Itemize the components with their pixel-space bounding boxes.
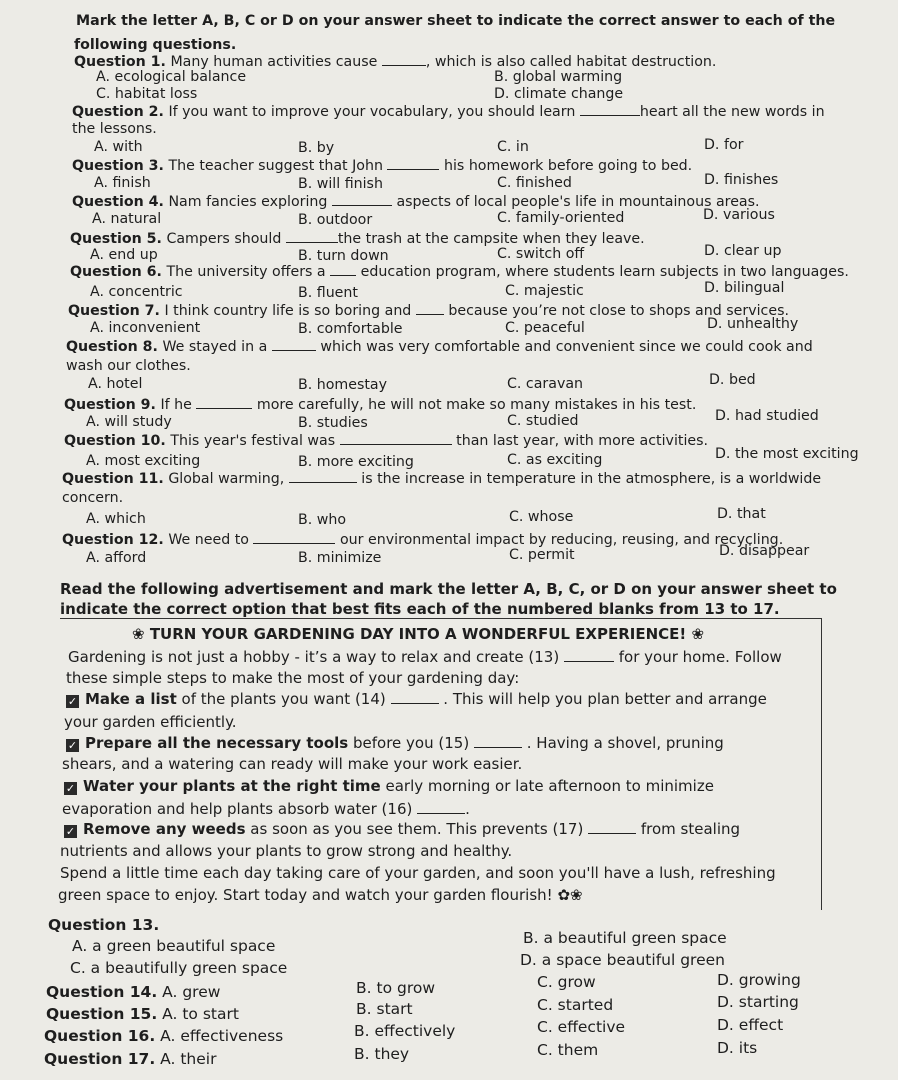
question-7: Question 7. I think country life is so boring and because you’re not close to shops and services. — [68, 303, 789, 319]
q4-option-a: A. natural — [92, 211, 162, 227]
q17-option-c: C. them — [537, 1041, 599, 1059]
blank-13 — [564, 649, 614, 662]
blank — [340, 432, 452, 445]
q13-option-b: B. a beautiful green space — [523, 929, 727, 947]
q12-option-a: A. afford — [86, 550, 147, 566]
q9-option-c: C. studied — [507, 413, 579, 429]
q16-option-c: C. effective — [537, 1018, 626, 1036]
q12-option-b: B. minimize — [298, 550, 382, 566]
q7-option-d: D. unhealthy — [707, 316, 799, 332]
instruction-line-2: following questions. — [74, 37, 237, 53]
q10-option-c: C. as exciting — [507, 452, 603, 468]
ad-step-4-cont: nutrients and allows your plants to grow strong and healthy. — [60, 842, 513, 860]
q5-option-d: D. clear up — [704, 243, 782, 259]
q2-option-c: C. in — [497, 139, 529, 155]
ad-paragraph-2: Spend a little time each day taking care of your garden, and soon you'll have a lush, refreshing — [60, 864, 776, 882]
q16-option-b: B. effectively — [354, 1022, 456, 1040]
question-11-cont: concern. — [62, 490, 124, 506]
q11-option-d: D. that — [717, 506, 766, 522]
q6-option-d: D. bilingual — [704, 280, 785, 296]
q13-option-c: C. a beautifully green space — [70, 959, 288, 977]
q9-option-a: A. will study — [86, 414, 172, 430]
blank-14 — [391, 691, 439, 704]
q9-option-b: B. studies — [298, 415, 368, 431]
q1-option-c: C. habitat loss — [96, 86, 198, 102]
q15-option-d: D. starting — [717, 993, 799, 1011]
q1-option-a: A. ecological balance — [96, 69, 247, 85]
question-14: Question 14. A. grew — [46, 983, 221, 1001]
blank — [387, 157, 439, 170]
checkmark-icon: ✓ — [67, 739, 78, 752]
q15-option-c: C. started — [537, 996, 614, 1014]
question-4: Question 4. Nam fancies exploring aspects of local people's life in mountainous areas. — [72, 194, 760, 210]
q17-option-d: D. its — [717, 1039, 758, 1057]
q14-option-c: C. grow — [537, 973, 596, 991]
blank — [253, 531, 335, 544]
question-5: Question 5. Campers should the trash at the campsite when they leave. — [70, 231, 645, 247]
question-12: Question 12. We need to our environmental impact by reducing, reusing, and recycling. — [62, 532, 784, 548]
question-9: Question 9. If he more carefully, he will not make so many mistakes in his test. — [64, 397, 697, 413]
blank — [289, 470, 357, 483]
checkmark-icon: ✓ — [65, 782, 76, 795]
ad-title: ❀ TURN YOUR GARDENING DAY INTO A WONDERFUL EXPERIENCE! ❀ — [132, 625, 705, 643]
reading-instruction-1: Read the following advertisement and mark the letter A, B, C, or D on your answer sheet to — [60, 580, 837, 598]
blank — [272, 338, 316, 351]
q4-option-c: C. family-oriented — [497, 210, 625, 226]
question-3: Question 3. The teacher suggest that John his homework before going to bed. — [72, 158, 693, 174]
q6-option-b: B. fluent — [298, 285, 358, 301]
q2-option-a: A. with — [94, 139, 143, 155]
blank — [382, 53, 426, 66]
q12-option-d: D. disappear — [719, 543, 810, 559]
q6-option-a: A. concentric — [90, 284, 183, 300]
blank — [286, 230, 338, 243]
q6-option-c: C. majestic — [505, 283, 584, 299]
q5-option-b: B. turn down — [298, 248, 389, 264]
q15-option-b: B. start — [356, 1000, 413, 1018]
instruction-line-1: Mark the letter A, B, C or D on your answer sheet to indicate the correct answer to each of the — [76, 13, 836, 29]
q11-option-b: B. who — [298, 512, 347, 528]
question-6: Question 6. The university offers a education program, where students learn subjects in two languages. — [70, 264, 849, 280]
flower-icon: ✿❀ — [557, 886, 583, 904]
question-13-label: Question 13. — [48, 916, 160, 934]
blank-16 — [417, 801, 465, 814]
blank-15 — [474, 735, 522, 748]
q7-option-c: C. peaceful — [505, 320, 585, 336]
q10-option-d: D. the most exciting — [715, 446, 859, 462]
ad-paragraph-1: Gardening is not just a hobby - it’s a way to relax and create (13) for your home. Follow — [68, 648, 782, 666]
checkmark-icon: ✓ — [67, 695, 78, 708]
q2-option-b: B. by — [298, 140, 335, 156]
question-8: Question 8. We stayed in a which was very comfortable and convenient since we could cook and — [66, 339, 813, 355]
q8-option-a: A. hotel — [88, 376, 143, 392]
q10-option-b: B. more exciting — [298, 454, 414, 470]
q16-option-d: D. effect — [717, 1016, 784, 1034]
ad-paragraph-1-cont: these simple steps to make the most of your gardening day: — [66, 669, 520, 687]
q5-option-c: C. switch off — [497, 246, 585, 262]
q11-option-a: A. which — [86, 511, 146, 527]
blank — [196, 396, 252, 409]
q2-option-d: D. for — [704, 137, 744, 153]
ad-step-1: ✓ Make a list of the plants you want (14) . This will help you plan better and arrange — [67, 690, 767, 708]
q7-option-b: B. comfortable — [298, 321, 403, 337]
checkmark-icon: ✓ — [65, 825, 76, 838]
question-2: Question 2. If you want to improve your vocabulary, you should learn heart all the new words in — [72, 104, 825, 120]
q13-option-a: A. a green beautiful space — [72, 937, 276, 955]
q4-option-b: B. outdoor — [298, 212, 373, 228]
ad-step-2-cont: shears, and a watering can ready will make your work easier. — [62, 755, 523, 773]
q14-option-d: D. growing — [717, 971, 801, 989]
ad-step-1-cont: your garden efficiently. — [64, 713, 237, 731]
ad-step-2: ✓ Prepare all the necessary tools before you (15) . Having a shovel, pruning — [67, 734, 724, 752]
q3-option-d: D. finishes — [704, 172, 779, 188]
ad-paragraph-2-cont: green space to enjoy. Start today and watch your garden flourish! ✿❀ — [58, 886, 583, 904]
question-8-cont: wash our clothes. — [66, 358, 191, 374]
q3-option-b: B. will finish — [298, 176, 383, 192]
blank — [332, 193, 392, 206]
ad-step-3: ✓ Water your plants at the right time early morning or late afternoon to minimize — [65, 777, 714, 795]
q14-option-b: B. to grow — [356, 979, 436, 997]
flower-icon: ❀ — [691, 625, 705, 643]
q9-option-d: D. had studied — [715, 408, 819, 424]
q8-option-b: B. homestay — [298, 377, 388, 393]
q8-option-d: D. bed — [709, 372, 756, 388]
blank — [416, 302, 444, 315]
blank — [330, 263, 356, 276]
q13-option-d: D. a space beautiful green — [520, 951, 725, 969]
blank — [580, 103, 640, 116]
q11-option-c: C. whose — [509, 509, 574, 525]
question-17: Question 17. A. their — [44, 1050, 217, 1068]
q3-option-a: A. finish — [94, 175, 151, 191]
q17-option-b: B. they — [354, 1045, 410, 1063]
blank-17 — [588, 821, 636, 834]
flower-icon: ❀ — [132, 625, 145, 643]
q4-option-d: D. various — [703, 207, 775, 223]
question-11: Question 11. Global warming, is the increase in temperature in the atmosphere, is a worldwide — [62, 471, 822, 487]
question-15: Question 15. A. to start — [46, 1005, 239, 1023]
q7-option-a: A. inconvenient — [90, 320, 201, 336]
q8-option-c: C. caravan — [507, 376, 584, 392]
reading-instruction-2: indicate the correct option that best fits each of the numbered blanks from 13 to 17. — [60, 600, 780, 618]
question-10: Question 10. This year's festival was than last year, with more activities. — [64, 433, 709, 449]
q12-option-c: C. permit — [509, 547, 575, 563]
question-2-cont: the lessons. — [72, 121, 157, 137]
q1-option-d: D. climate change — [494, 86, 624, 102]
ad-step-3-cont: evaporation and help plants absorb water (16) . — [62, 800, 470, 818]
q3-option-c: C. finished — [497, 175, 572, 191]
ad-step-4: ✓ Remove any weeds as soon as you see them. This prevents (17) from stealing — [65, 820, 741, 838]
question-16: Question 16. A. effectiveness — [44, 1027, 284, 1045]
q5-option-a: A. end up — [90, 247, 158, 263]
q10-option-a: A. most exciting — [86, 453, 201, 469]
q1-option-b: B. global warming — [494, 69, 623, 85]
question-1: Question 1. Many human activities cause , which is also called habitat destruction. — [74, 54, 717, 70]
